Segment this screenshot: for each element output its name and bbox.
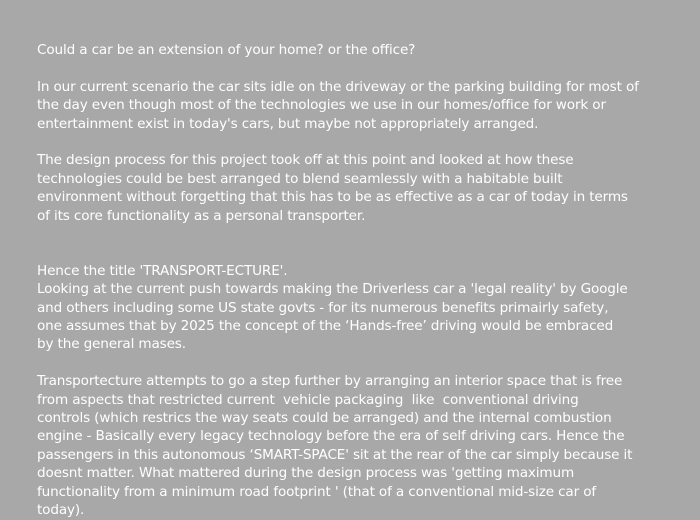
paragraph-spacer bbox=[37, 354, 680, 372]
paragraph-spacer bbox=[37, 225, 680, 262]
text-line: technologies could be best arranged to blend seamlessly with a habitable built bbox=[37, 170, 563, 187]
text-line: engine - Basically every legacy technology before the era of self driving cars. Hence the bbox=[37, 428, 625, 445]
text-line: Transportecture attempts to go a step further by arranging an interior space that is free bbox=[37, 373, 623, 390]
paragraph-title-and-driverless bbox=[37, 262, 680, 354]
text-line: of its core functionality as a personal transporter. bbox=[37, 207, 366, 224]
text-line: today). bbox=[37, 502, 85, 519]
text-line: environment without forgetting that this has to be as effective as a car of today in terms bbox=[37, 189, 628, 206]
text-line: The design process for this project took off at this point and looked at how these bbox=[37, 152, 574, 169]
text-line: Could a car be an extension of your home? or the office? bbox=[37, 42, 416, 58]
text-line: and others including some US state govts - for its numerous benefits primairly safety, bbox=[37, 299, 609, 316]
text-line: functionality from a minimum road footprint ' (that of a conventional mid-size car of bbox=[37, 483, 597, 500]
paragraph-spacer bbox=[37, 133, 680, 151]
paragraph-current-scenario bbox=[37, 78, 680, 133]
paragraph-transportecture bbox=[37, 372, 680, 519]
paragraph-intro-question bbox=[37, 41, 680, 59]
paragraph-design-process bbox=[37, 151, 680, 225]
text-line: doesnt matter. What mattered during the design process was 'getting maximum bbox=[37, 465, 575, 482]
text-line: by the general mases. bbox=[37, 336, 186, 353]
text-line: In our current scenario the car sits idle on the driveway or the parking building for most of bbox=[37, 78, 639, 95]
text-line: the day even though most of the technologies we use in our homes/office for work or bbox=[37, 97, 606, 114]
text-line: passengers in this autonomous ‘SMART-SPACE' sit at the rear of the car simply because it bbox=[37, 446, 633, 463]
text-line: Hence the title 'TRANSPORT-ECTURE'. bbox=[37, 262, 288, 279]
text-line: from aspects that restricted current vehicle packaging like conventional driving bbox=[37, 391, 579, 408]
text-line: one assumes that by 2025 the concept of the ‘Hands-free’ driving would be embraced bbox=[37, 318, 614, 335]
text-line: Looking at the current push towards making the Driverless car a 'legal reality' by Google bbox=[37, 281, 628, 298]
paragraph-spacer bbox=[37, 59, 680, 77]
text-line: controls (which restrics the way seats could be arranged) and the internal combustion bbox=[37, 410, 612, 427]
text-line: entertainment exist in today's cars, but maybe not appropriately arranged. bbox=[37, 115, 539, 132]
